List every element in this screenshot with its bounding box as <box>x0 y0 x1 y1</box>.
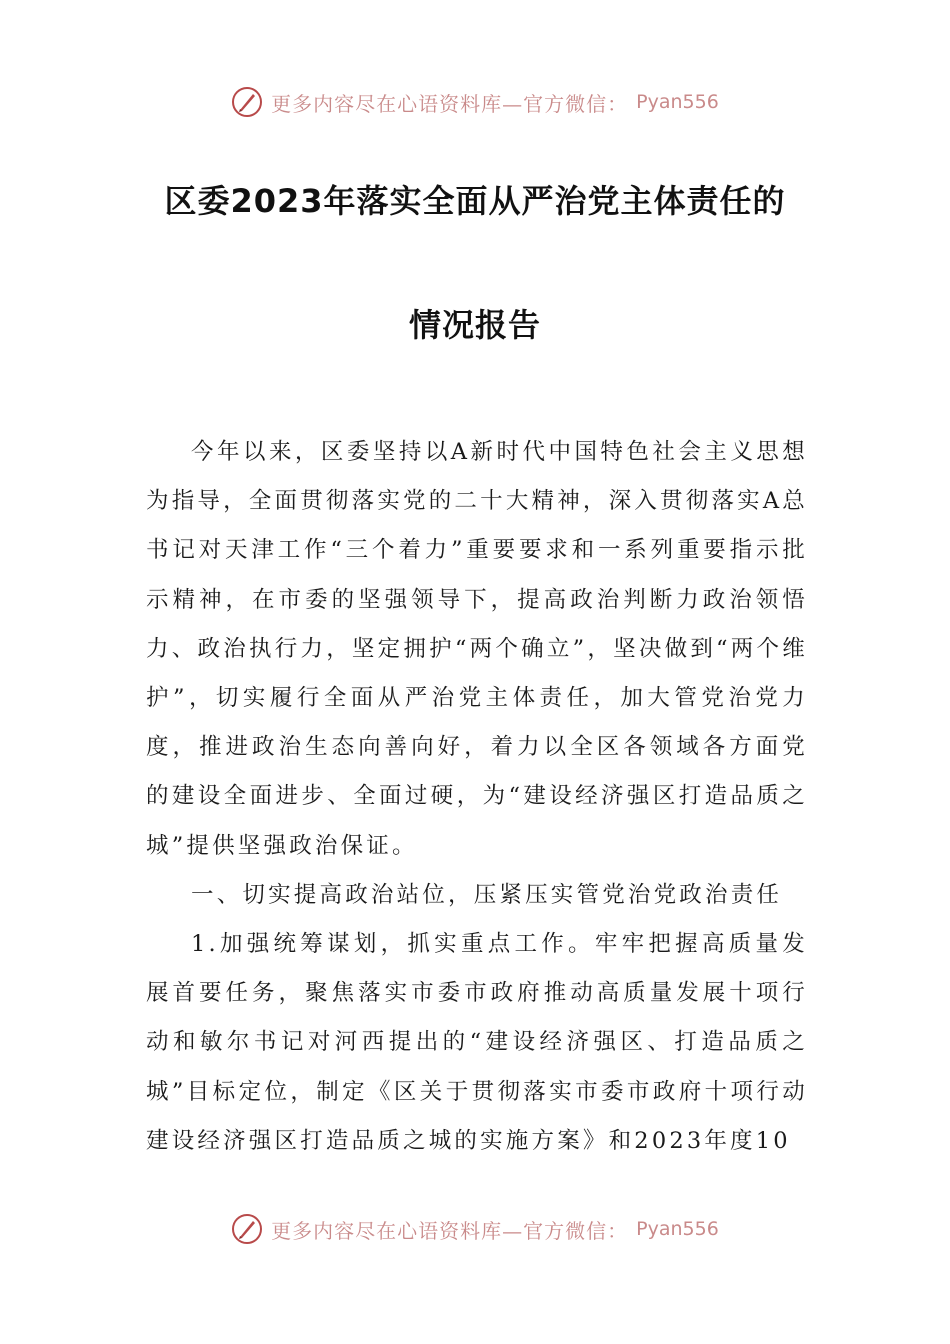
quill-logo-icon <box>231 1213 263 1245</box>
footer-watermark <box>0 1213 950 1245</box>
quill-logo-icon <box>231 86 263 118</box>
paragraph-intro: 今年以来，区委坚持以A新时代中国特色社会主义思想为指导，全面贯彻落实党的二十大精神，深入贯彻落实A总书记对天津工作“三个着力”重要要求和一系列重要指示批示精神，在市委的坚强领导下，提高政治判断力政治领悟力、政治执行力，坚定拥护“两个确立”，坚决做到“两个维护”，切实履行全面从严治党主体责任，加大管党治党力度，推进政治生态向善向好，着力以全区各领域各方面党的建设全面进步、全面过硬，为“建设经济强区打造品质之城”提供坚强政治保证。 <box>146 439 808 859</box>
watermark-text: 更多内容尽在心语资料库—官方微信： <box>271 91 629 116</box>
watermark-wechat-id: Pyan556 <box>636 91 719 113</box>
document-title-line-1: 区委2023年落实全面从严治党主体责任的 <box>164 182 786 220</box>
paragraph-section-1-item-1: 1.加强统筹谋划，抓实重点工作。牢牢把握高质量发展首要任务，聚焦落实市委市政府推动高质量发展十项行动和敏尔书记对河西提出的“建设经济强区、打造品质之城”目标定位，制定《区关于贯彻落实市委市政府十项行动建设经济强区打造品质之城的实施方案》和2023年度10 <box>146 931 808 1154</box>
header-watermark <box>0 86 950 118</box>
watermark-wechat-id: Pyan556 <box>636 1218 719 1240</box>
document-body <box>146 428 808 1166</box>
document-title-line-2: 情况报告 <box>408 306 541 344</box>
section-heading-1: 一、切实提高政治站位，压紧压实管党治党政治责任 <box>191 881 783 908</box>
watermark-text: 更多内容尽在心语资料库—官方微信： <box>271 1218 629 1243</box>
